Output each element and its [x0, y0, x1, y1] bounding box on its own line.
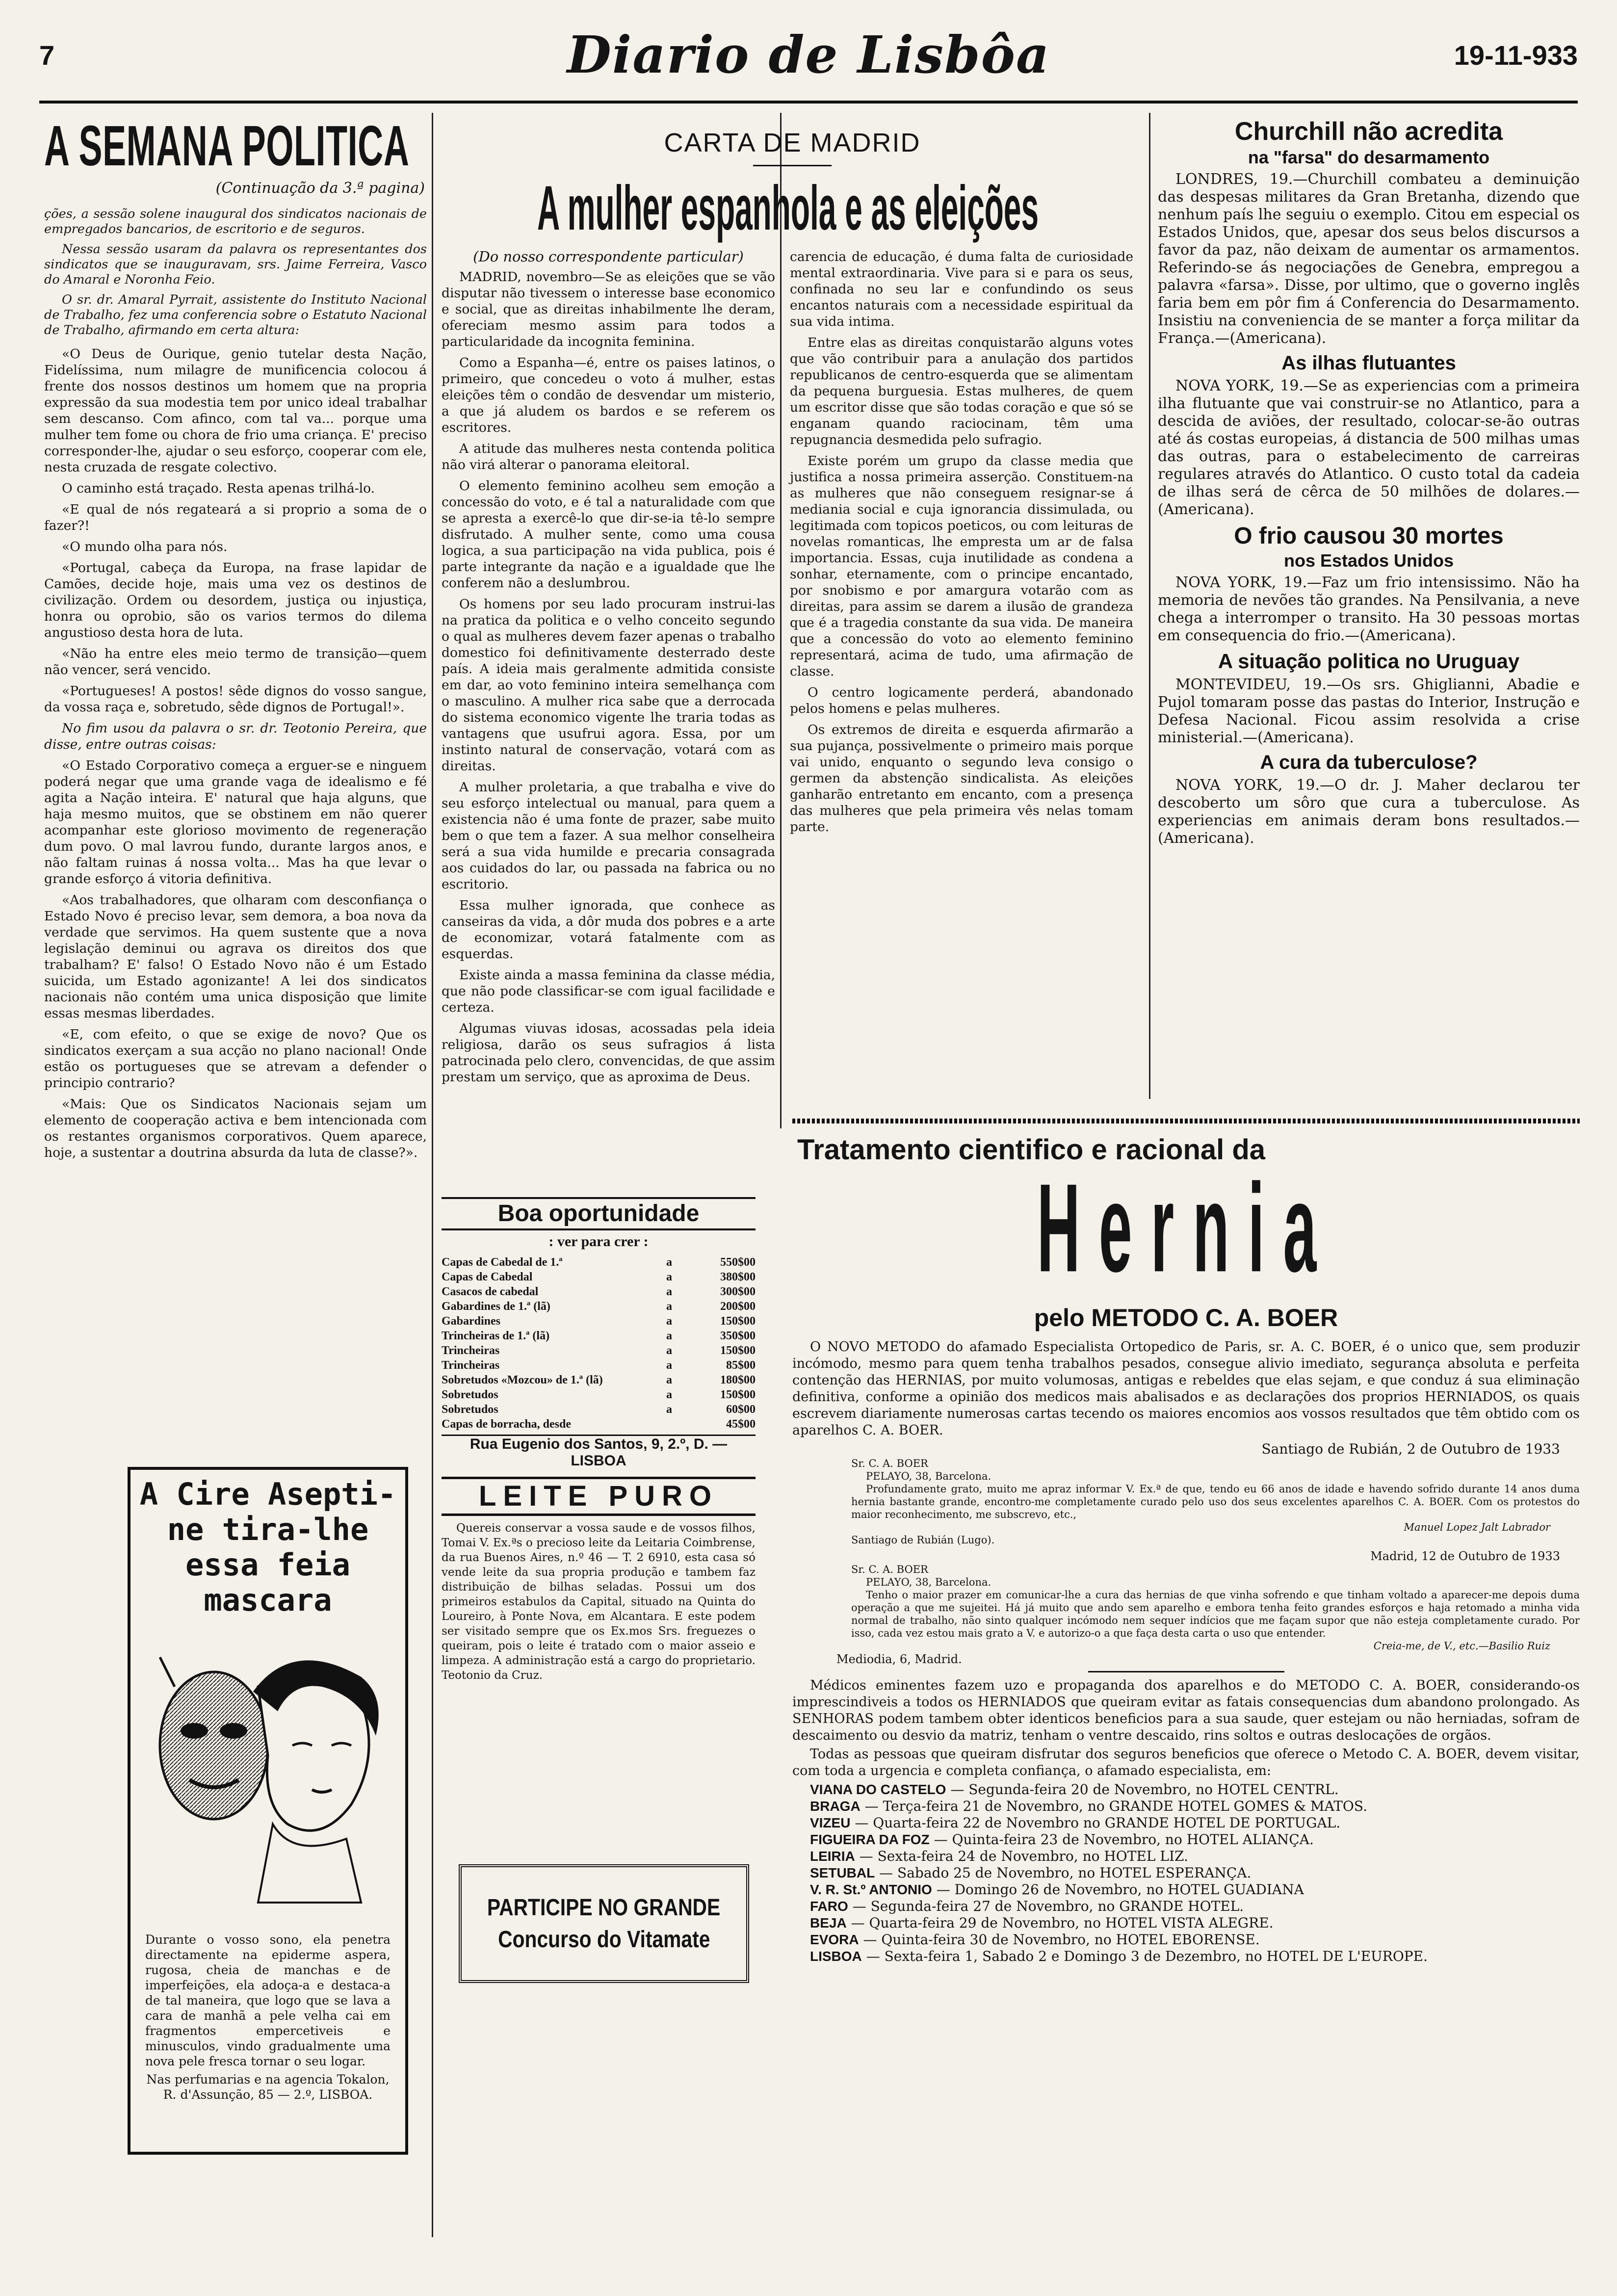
body-paragraph: «O mundo olha para nós. [62, 539, 228, 554]
location-city: EVORA [810, 1932, 859, 1947]
price-row [442, 1358, 756, 1373]
vitamate-line-1: PARTICIPE NO GRANDE [487, 1895, 721, 1921]
hernia-border [792, 1119, 1580, 1123]
letter2-place: Madrid, 12 de Outubro de 1933 [1370, 1549, 1560, 1563]
price-row [442, 1314, 756, 1329]
body-paragraph: «Portugal, cabeça da Europa, na frase lapidar de Camões, decide hoje, mais uma vez os destinos de civilização. Ordem ou desordem, justiça ou injustiça, honra ou oprobio, são os varios termos do dilema angustioso desta hora de luta. [44, 560, 427, 640]
letter-address: Sr. C. A. BOER [851, 1458, 928, 1469]
body-paragraph: Essa mulher ignorada, que conhece as canseiras da vida, a dôr muda dos pobres e a arte de economizar, votará fatalmente com as esquerdas. [442, 898, 775, 962]
boa-title: Boa oportunidade [442, 1197, 756, 1230]
news-paragraph: NOVA YORK, 19.—O dr. J. Maher declarou ter descoberto um sôro que cura a tuberculose. As experiencias em animais deram bons resultados.—(Americana). [1158, 777, 1580, 847]
price-item-value: 180$00 [720, 1374, 756, 1386]
price-item-from: a [666, 1300, 672, 1313]
price-item-value: 150$00 [720, 1388, 756, 1401]
hernia-paragraph: Médicos eminentes fazem uzo e propaganda dos aparelhos e do METODO C. A. BOER, considerando-os imprescindiveis a todos os HERNIADOS que queiram evitar as fatais consequencias dum abandono prolongado. As SENHORAS podem tambem obter identicos beneficios para a sua saude, quer estejam ou não herniadas, sofram de descaimento ou desvio da matriz, tenham o ventre descaido, rins soltos e outras deslocações de orgãos. [792, 1678, 1580, 1743]
price-row [442, 1343, 756, 1358]
price-item-value: 200$00 [720, 1300, 756, 1313]
testimonial-letter-1 [792, 1457, 1580, 1546]
price-item-from: a [666, 1344, 672, 1357]
price-item-from: a [666, 1271, 672, 1283]
location-city: LISBOA [810, 1949, 862, 1964]
price-item-label: Sobretudos «Mozcou» de 1.ª (lã) [442, 1374, 603, 1386]
location-entry [792, 1881, 1580, 1898]
location-details: — Sexta-feira 1, Sabado 2 e Domingo 3 de Dezembro, no HOTEL DE L'EUROPE. [866, 1948, 1428, 1964]
location-entry [792, 1848, 1580, 1865]
testimonial-letter-2 [792, 1563, 1580, 1652]
tuberculose-headline: A cura da tuberculose? [1260, 752, 1478, 773]
letter-body: Tenho o maior prazer em comunicar-lhe a cura das hernias de que vinha sofrendo e que tinham voltado a aparecer-me depois duma operação a que me sujeitei. Há já muito que ando sem aparelho e embora tenha feito grandes esforços e haja retomado a minha vida normal de trabalho, não sinto qualquer incómodo nem sequer indícios que me façam supor que não esteja completamente curado. Por isso, cada vez estou mais grato a V. e autorizo-o a que faça desta carta o uso que entender. [851, 1589, 1580, 1639]
body-paragraph: Entre elas as direitas conquistarão alguns votes que vão contribuir para a anulação dos partidos republicanos de centro-esquerda que se alimentam da pequena burguesia. Estas mulheres, de quem um escritor disse que são todas coração e que só se enganam quando raciocinam, têm uma repugnancia desmedida pelo sufragio. [790, 335, 1133, 447]
intro-paragraph: Nessa sessão usaram da palavra os representantes dos sindicatos que se inauguravam, srs. Jaime Ferreira, Vasco do Amaral e Noronha Feio. [44, 242, 427, 287]
page-header [39, 20, 1578, 93]
semana-politica-title: A SEMANA POLITICA [44, 114, 410, 178]
location-details: — Quinta-feira 23 de Novembro, no HOTEL ALIANÇA. [934, 1831, 1314, 1848]
churchill-body [1158, 171, 1580, 347]
location-entry [792, 1948, 1580, 1965]
body-paragraph: A mulher proletaria, a que trabalha e vive do seu esforço intelectual ou manual, para quem a existencia não é uma fonte de prazer, sabe muito bem o que tem a fazer. A sua melhor conselheira será a sua vida humilde e precaria consagrada aos cuidados do lar, ou passada na fabrica ou no escritorio. [442, 780, 775, 892]
body-paragraph: No fim usou da palavra o sr. dr. Teotonio Pereira, que disse, entre outras coisas: [44, 721, 427, 752]
location-details: — Quarta-feira 29 de Novembro, no HOTEL VISTA ALEGRE. [851, 1915, 1274, 1931]
churchill-subheadline: na "farsa" do desarmamento [1248, 147, 1490, 167]
location-city: FARO [810, 1899, 848, 1914]
cire-headline-line: ne tira-lhe [167, 1512, 369, 1547]
hernia-kicker: Tratamento cientifico e racional da [797, 1134, 1266, 1166]
body-paragraph: «O Estado Corporativo começa a erguer-se e ninguem poderá negar que uma grande vaga de idealismo e fé agita a Nação inteira. E' natural que haja alguns, que haja mesmo muitos, que se obstinem em não querer acompanhar este glorioso movimento de regeneração dum povo. O mal lavrou fundo, durante largos anos, e não faltam ruinas á nossa volta... Mas ha que levar o grande esforço á vitoria definitiva. [44, 758, 427, 887]
location-city: VIANA DO CASTELO [810, 1782, 946, 1797]
price-row [442, 1373, 756, 1387]
price-item-from: a [666, 1374, 672, 1386]
body-paragraph: «E, com efeito, o que se exige de novo? Que os sindicatos exerçam a sua acção no plano nacional! Onde estão os portugueses que se atrevam a defender o principio contrario? [44, 1027, 427, 1091]
continuation-note: (Continuação da 3.ª pagina) [215, 180, 425, 197]
news-paragraph: NOVA YORK, 19.—Faz um frio intensissimo. Não ha memoria de nevões tão grandes. Na Pensilvania, a neve chega a interromper o transito. Ha 30 pessoas mortas em consequencia do frio.—(Americana). [1158, 574, 1580, 644]
carta-column-b [790, 249, 1133, 1089]
price-item-value: 150$00 [720, 1344, 756, 1357]
price-item-label: Casacos de cabedal [442, 1285, 539, 1298]
location-city: V. R. St.º ANTONIO [810, 1882, 932, 1897]
vitamate-box [459, 1864, 749, 1983]
price-row [442, 1417, 756, 1432]
price-item-value: 350$00 [720, 1330, 756, 1342]
location-city: LEIRIA [810, 1849, 855, 1864]
price-row [442, 1255, 756, 1270]
price-item-from: a [666, 1403, 672, 1416]
cire-headline-line: essa feia [185, 1547, 350, 1583]
price-item-from: a [666, 1256, 672, 1269]
price-item-label: Capas de Cabedal de 1.ª [442, 1256, 563, 1269]
cire-body: Durante o vosso sono, ela penetra directamente na epiderme aspera, rugosa, cheia de manchas e de imperfeições, ela adoça-a e destaca-a de tal maneira, que logo que se lava a cara de manhã a pele velha cai em fragmentos empercetiveis e minusculos, vindo gradualmente uma nova pele fresca tornar o seu logar. [145, 1932, 391, 2068]
location-details: — Domingo 26 de Novembro, no HOTEL GUADIANA [936, 1881, 1304, 1898]
price-row [442, 1329, 756, 1343]
cire-headline-line: mascara [204, 1582, 332, 1618]
intro-paragraph: ções, a sessão solene inaugural dos sindicatos nacionais de empregados bancarios, de escritorio e de seguros. [44, 207, 427, 236]
location-details: — Terça-feira 21 de Novembro, no GRANDE HOTEL GOMES & MATOS. [864, 1798, 1367, 1814]
location-city: BEJA [810, 1915, 847, 1931]
news-paragraph: NOVA YORK, 19.—Se as experiencias com a primeira ilha flutuante que vai construir-se no Atlantico, para a descida de aviões, der resultado, colocar-se-ão outras até ás costas europeias, á distancia de 500 milhas umas das outras, para o estabelecimento de carreiras regulares através do Atlantico. O custo total da cadeia de ilhas será de cêrca de 50 milhões de dolares.—(Americana). [1158, 377, 1580, 518]
body-paragraph: O caminho está traçado. Resta apenas trilhá-lo. [62, 481, 375, 496]
price-item-label: Trincheiras de 1.ª (lã) [442, 1330, 550, 1342]
letter-signature: Creia-me, de V., etc.—Basilio Ruiz [1373, 1640, 1550, 1652]
carta-kicker: CARTA DE MADRID [664, 128, 921, 157]
carta-byline: (Do nosso correspondente particular) [473, 248, 744, 265]
semana-body [44, 346, 427, 1161]
mask-icon [160, 1657, 268, 1819]
news-paragraph: MONTEVIDEU, 19.—Os srs. Ghiglianni, Abadie e Pujol tomaram posse das pastas do Interior, Instrução e Defesa Nacional. Ficou assim resolvida a crise ministerial.—(Americana). [1158, 676, 1580, 746]
masthead: Diario de Lisbôa [567, 25, 1050, 85]
kicker-rule [753, 165, 832, 166]
body-paragraph: «Mais: Que os Sindicatos Nacionais sejam um elemento de cooperação activa e bem intencionada com os restantes organismos corporativos. Quem aparece, hoje, a sustentar a doutrina absurda da luta de classe?». [44, 1096, 427, 1160]
frio-subheadline: nos Estados Unidos [1283, 550, 1454, 571]
body-paragraph: Os extremos de direita e esquerda afirmarão a sua pujança, possivelmente o primeiro mais porque vai unido, enquanto o segundo leva consigo o germen da abstenção sindicalista. As eleições ganharão entretanto em encanto, com a presença das mulheres que pela primeira vês nelas tomam parte. [790, 722, 1133, 835]
location-details: — Sexta-feira 24 de Novembro, no HOTEL LIZ. [859, 1848, 1188, 1864]
price-item-label: Sobretudos [442, 1403, 498, 1416]
location-entry [792, 1831, 1580, 1848]
issue-date: 19-11-933 [1454, 40, 1578, 71]
price-item-value: 550$00 [720, 1256, 756, 1269]
location-details: — Quarta-feira 22 de Novembro no GRANDE HOTEL DE PORTUGAL. [855, 1815, 1341, 1831]
carta-columns [442, 249, 1143, 1089]
body-paragraph: «Aos trabalhadores, que olharam com desconfiança o Estado Novo é preciso levar, sem demora, a boa nova da verdade que servimos. Ha quem sustente que a nova legislação deminui ou agrava os direitos dos que trabalham? E' falso! O Estado Novo não é um Estado suicida, um Estado agonizante! A lei dos sindicatos nacionais não contém uma unica disposição que limite essas mesmas liberdades. [44, 892, 427, 1021]
location-city: FIGUEIRA DA FOZ [810, 1832, 930, 1847]
price-item-value: 380$00 [720, 1271, 756, 1283]
cire-headline [130, 1477, 405, 1618]
price-item-value: 300$00 [720, 1285, 756, 1298]
location-entry [792, 1865, 1580, 1881]
letter-body: Profundamente grato, muito me apraz informar V. Ex.ª de que, tendo eu 66 anos de idade e havendo sofrido durante 14 anos duma hernia bastante grande, encontro-me completamente curado pelo uso dos seus excelentes aparelhos C. A. BOER. Com os protestos do maior reconhecimento, me subscrevo, etc., [851, 1483, 1580, 1520]
carta-title-wrap [442, 172, 1143, 246]
price-item-label: Capas de Cabedal [442, 1271, 533, 1283]
price-item-value: 85$00 [726, 1359, 756, 1372]
price-item-from: a [666, 1315, 672, 1328]
body-paragraph: «E qual de nós regateará a si proprio a soma de o fazer?! [44, 502, 427, 533]
hernia-paragraph: O NOVO METODO do afamado Especialista Ortopedico de Paris, sr. A. C. BOER, é o unico que, sem produzir incómodo, mesmo para quem tenha trabalhos pesados, consegue alivio imediato, segurança absoluta e perfeita contenção das HERNIAS, por muito volumosas, antigas e rebeldes que elas sejam, e que conduz á sua eliminação definitiva, conforme a opinião dos medicos mais abalisados e as declarações dos proprios HERNIADOS, os quais escrevem diariamente numerosas cartas tecendo os maiores encomios aos vossos resultados que têm obtido com os aparelhos C. A. BOER. [792, 1339, 1580, 1438]
body-paragraph: Os homens por seu lado procuram instrui-las na pratica da politica e o velho conceito segundo o qual as mulheres devem fazer apenas o trabalho domestico foi definitivamente desterrado deste país. A ideia mais geralmente admitida consiste em dar, ao voto feminino inteira semelhança com o masculino. A mulher rica sabe que a derrocada do sistema economico vigente lhe traria todas as vantagens que usufrui agora. Essa, por um instinto natural de conservação, votará com as direitas. [442, 597, 775, 774]
page-number: 7 [39, 40, 55, 71]
body-paragraph: Algumas viuvas idosas, acossadas pela ideia religiosa, darão os seus sufragios á lista patrocinada pelo clero, convencidas, de que assim prestam um serviço, que as aproxima de Deus. [442, 1021, 775, 1085]
frio-body [1158, 574, 1580, 645]
ilhas-body [1158, 377, 1580, 519]
price-item-label: Trincheiras [442, 1344, 500, 1357]
body-paragraph: carencia de educação, é duma falta de curiosidade mental extraordinaria. Vive para si e para os seus, confinada no seu lar e confundindo os seus encantos naturais com a necessidade espiritual da sua vida intima. [790, 249, 1133, 329]
letter-address: PELAYO, 38, Barcelona. [866, 1470, 991, 1482]
location-entry [792, 1815, 1580, 1831]
location-city: SETUBAL [810, 1865, 875, 1880]
location-details: — Segunda-feira 20 de Novembro, no HOTEL CENTRL. [950, 1781, 1339, 1798]
price-row [442, 1402, 756, 1417]
price-row [442, 1284, 756, 1299]
location-entry [792, 1798, 1580, 1815]
carta-column-a [442, 249, 775, 1089]
body-paragraph: Existe ainda a massa feminina da classe média, que não pode classificar-se com igual facilidade e certeza. [442, 967, 775, 1015]
news-paragraph: LONDRES, 19.—Churchill combateu a deminuição das despesas militares da Gran Bretanha, dizendo que nenhum país lhe seguiu o exemplo. Citou em especial os Estados Unidos, que, apesar dos seus belos discursos a favor da paz, não deixam de aumentar os armamentos. Referindo-se ás negociações de Genebra, empregou a palavra «farsa». Disse, por ultimo, que o governo inglês faria bem em pôr fim á Conferencia do Desarmamento. Insistiu na conveniencia de se manter a força militar da França.—(Americana). [1158, 171, 1580, 347]
cire-footer: Nas perfumarias e na agencia Tokalon, R. d'Assunção, 85 — 2.º, LISBOA. [146, 2072, 390, 2102]
tuberculose-body [1158, 777, 1580, 847]
price-row [442, 1387, 756, 1402]
carta-de-madrid-article [442, 113, 1143, 1089]
woman-face-icon [253, 1660, 379, 1903]
column-rule [1149, 113, 1150, 1099]
price-item-value: 60$00 [726, 1403, 756, 1416]
location-entry [792, 1898, 1580, 1915]
telegrams-column [1158, 113, 1580, 1094]
leite-body: Quereis conservar a vossa saude e de vossos filhos, Tomai V. Ex.ªs o precioso leite da Leitaria Coimbrense, da rua Buenos Aires, n.º 46 — T. 2 6910, esta casa só vende leite da sua propria produção e tambem faz distribuição de bilhas seladas. Possui um dos primeiros estabulos da Capital, situado na Quinta do Loureiro, à Ponte Nova, em Alcantara. E este podem ser visitado sempre que os Ex.mos Srs. freguezes o queiram, pois o leite é tratado com o maior asseio e limpeza. A administração está a cargo do proprietario. Teotonio da Cruz. [442, 1522, 756, 1682]
cire-headline-line: A Cire Asepti- [139, 1476, 396, 1512]
letter-from: Santiago de Rubián (Lugo). [851, 1534, 995, 1546]
boa-address: Rua Eugenio dos Santos, 9, 2.º, D. — LISBOA [442, 1435, 756, 1469]
location-details: — Quinta-feira 30 de Novembro, no HOTEL EBORENSE. [863, 1931, 1260, 1948]
location-details: — Sabado 25 de Novembro, no HOTEL ESPERANÇA. [879, 1865, 1252, 1881]
boa-price-list [442, 1255, 756, 1432]
hernia-divider [1088, 1671, 1284, 1672]
body-paragraph: «Não ha entre eles meio termo de transição—quem não vencer, será vencido. [44, 646, 427, 678]
location-entry [792, 1931, 1580, 1948]
boa-subtitle: : ver para crer : [548, 1233, 649, 1250]
location-details: — Segunda-feira 27 de Novembro, no GRANDE HOTEL. [852, 1898, 1244, 1914]
letter1-place: Santiago de Rubián, 2 de Outubro de 1933 [1261, 1441, 1560, 1457]
location-city: VIZEU [810, 1815, 851, 1830]
hernia-paragraph: Todas as pessoas que queiram disfrutar dos seguros beneficios que oferece o Metodo C. A. BOER, devem visitar, com toda a urgencia e completa confiança, o afamado especialista, em: [792, 1747, 1580, 1778]
price-item-from: a [666, 1330, 672, 1342]
body-paragraph: Como a Espanha—é, entre os paises latinos, o primeiro, que concedeu o voto á mulher, estas eleições têm o condão de desvendar um misterio, a que já aludem os bardos e se referem os escritores. [442, 355, 775, 435]
price-item-value: 150$00 [720, 1315, 756, 1328]
price-item-label: Trincheiras [442, 1359, 500, 1372]
price-item-value: 45$00 [726, 1418, 756, 1431]
leite-puro-ad [442, 1477, 756, 1761]
body-paragraph: Existe porém um grupo da classe media que justifica a nossa primeira asserção. Constituem-na as mulheres que não conseguem resignar-se á mediania social e cuja ignorancia dissimulada, ou legitimada com topicos poeticos, ou com leituras de novelas romanticas, lhe empresta um ar de falsa importancia. Essas, cuja inutilidade as condena a sonhar, eternamente, com o principe encantado, por snobismo e por amargura votarão com as direitas, para assim se darem a ilusão de grandeza que é a tragedia constante da sua vida. De maneira que a concessão do voto ao elemento feminino representará, acima de tudo, uma afirmação de classe. [790, 453, 1133, 679]
hernia-ad [792, 1128, 1580, 2129]
location-entry [792, 1781, 1580, 1798]
body-paragraph: O centro logicamente perderá, abandonado pelos homens e pelas mulheres. [790, 685, 1133, 716]
hernia-title: Hernia [1037, 1158, 1335, 1298]
body-paragraph: A atitude das mulheres nesta contenda politica não virá alterar o panorama eleitoral. [442, 441, 775, 472]
boa-oportunidade-ad [442, 1197, 756, 1472]
uruguay-body [1158, 676, 1580, 747]
price-item-from: a [666, 1388, 672, 1401]
mask-woman-illustration [130, 1628, 399, 1922]
hernia-body [792, 1677, 1580, 1779]
body-paragraph: «O Deus de Ourique, genio tutelar desta Nação, Fidelíssima, num milagre de munificencia colocou á frente dos nossos destinos um homem que na propria expressão da sua modestia tem por unico ideal trabalhar sem descanso. Com afinco, com tal va... porque uma mulher tem fome ou chora de frio uma criança. E' preciso corresponder-lhe, ajudar o seu esforço, cooperar com ele, nesta cruzada de resgate colectivo. [44, 346, 427, 475]
ilhas-headline: As ilhas flutuantes [1281, 352, 1456, 374]
leite-title: LEITE PURO [442, 1477, 756, 1516]
header-rule [39, 101, 1578, 104]
price-item-label: Gabardines de 1.ª (lã) [442, 1300, 550, 1313]
column-rule [432, 113, 433, 2237]
price-item-label: Sobretudos [442, 1388, 498, 1401]
carta-title: A mulher espanhola e as eleições [537, 173, 1039, 243]
intro-paragraph: O sr. dr. Amaral Pyrrait, assistente do Instituto Nacional de Trabalho, fez uma conferencia sobre o Estatuto Nacional de Trabalho, afirmando em certa altura: [44, 292, 427, 338]
frio-headline: O frio causou 30 mortes [1234, 523, 1504, 549]
price-row [442, 1299, 756, 1314]
letter-address: Sr. C. A. BOER [851, 1564, 928, 1575]
letter-address: PELAYO, 38, Barcelona. [866, 1576, 991, 1588]
price-item-from: a [666, 1285, 672, 1298]
price-item-label: Capas de borracha, desde [442, 1418, 572, 1431]
hernia-locations [792, 1781, 1580, 1965]
price-item-label: Gabardines [442, 1315, 501, 1328]
price-item-from: a [666, 1359, 672, 1372]
location-entry [792, 1915, 1580, 1931]
body-paragraph: «Portugueses! A postos! sêde dignos do vosso sangue, da vossa raça e, sobretudo, sêde dignos de Portugal!». [44, 683, 427, 715]
location-city: BRAGA [810, 1799, 861, 1814]
body-paragraph: MADRID, novembro—Se as eleições que se vão disputar não tivessem o interesse base economico e social, que as direitas inhabilmente lhe deram, ofereciam mesmo assim para todos a particularidade da incognita feminina. [442, 269, 775, 349]
letter2-from: Mediodia, 6, Madrid. [836, 1652, 962, 1666]
uruguay-headline: A situação politica no Uruguay [1218, 650, 1520, 673]
letter-signature: Manuel Lopez Jalt Labrador [1404, 1521, 1550, 1533]
price-row [442, 1270, 756, 1284]
churchill-headline: Churchill não acredita [1234, 117, 1503, 146]
semana-intro [44, 207, 427, 338]
hernia-method: pelo METODO C. A. BOER [1034, 1304, 1338, 1331]
vitamate-line-2: Concurso do Vitamate [497, 1927, 710, 1953]
body-paragraph: O elemento feminino acolheu sem emoção a concessão do voto, e é tal a naturalidade com que se apresta a exercê-lo que dir-se-ia tê-lo sempre disfrutado. A mulher sente, como uma cousa logica, a sua participação na vida publica, pois é parte integrante da nação e a igualdade que lhe conferem não a deslumbrou. [442, 478, 775, 591]
cire-aseptine-ad [128, 1467, 408, 2155]
